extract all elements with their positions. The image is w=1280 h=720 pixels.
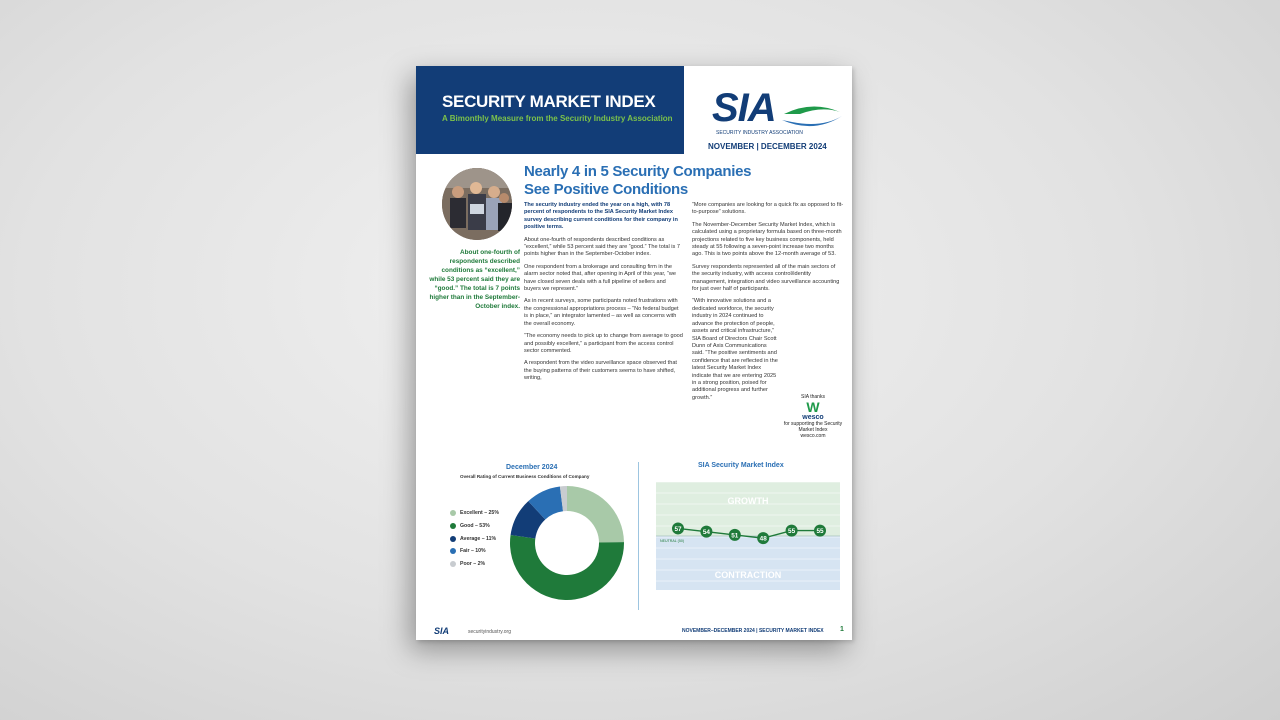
sponsor-thanks: SIA thanks <box>801 394 825 400</box>
line-chart-title: SIA Security Market Index <box>698 462 784 469</box>
index-point-label: 57 <box>674 525 682 533</box>
sponsor-box <box>780 394 846 439</box>
logo-swoosh-icon <box>782 104 844 130</box>
index-point-label: 55 <box>816 528 824 535</box>
index-point-label: 48 <box>759 535 767 543</box>
article-column-2 <box>692 202 844 407</box>
footer-logo: SIA <box>434 626 450 636</box>
article-paragraph: As in recent surveys, some participants noted frustrations with the congressional appropriations process – “No federal budget is in place,” an integrator lamented – as well as concerns with the overall economy. <box>524 298 679 327</box>
contraction-band <box>656 536 840 590</box>
article-paragraph: Survey respondents represented all of the main sectors of the security industry, with access control/identity management, integration and video surveillance accounting for just over half of participants. <box>692 263 840 293</box>
page-number: 1 <box>840 626 844 633</box>
sia-logo-tagline: SECURITY INDUSTRY ASSOCIATION <box>716 130 803 136</box>
legend-item-fair: Fair – 10% <box>450 548 499 554</box>
sia-logo <box>712 86 842 146</box>
article-paragraph: The November-December Security Market Index, which is calculated using a proprietary formula based on three-month projections related to five key business components, held steady at 55 following a seven-point increase two months ago. This is two points above the 12-month average of 53. <box>692 221 842 258</box>
article-headline: Nearly 4 in 5 Security Companies See Positive Conditions <box>524 163 752 198</box>
team-photo <box>442 168 512 240</box>
header-band <box>416 66 684 154</box>
sponsor-url: wesco.com <box>800 433 826 439</box>
article-paragraph: The security industry ended the year on a high, with 78 percent of respondents to the SIA Security Market Index survey describing current conditions for their company in positive terms. <box>524 202 678 231</box>
issue-date: NOVEMBER | DECEMBER 2024 <box>708 142 827 151</box>
legend-item-good: Good – 53% <box>450 523 499 529</box>
index-point-label: 51 <box>731 532 739 540</box>
sponsor-name: wesco <box>802 414 824 421</box>
footer-issue-text: NOVEMBER–DECEMBER 2024 | SECURITY MARKET INDEX <box>682 628 824 634</box>
chart-divider <box>638 462 639 610</box>
donut-chart <box>508 484 626 602</box>
sia-logo-text: SIA <box>712 86 776 130</box>
neutral-label: NEUTRAL (50) <box>660 539 685 543</box>
article-paragraph: A respondent from the video surveillance space observed that the buying patterns of their customers seems to have shifted, writing, <box>524 360 677 382</box>
contraction-label: CONTRACTION <box>714 570 782 580</box>
wesco-logo-icon: W <box>806 399 820 415</box>
legend-item-poor: Poor – 2% <box>450 561 499 567</box>
report-title: SECURITY MARKET INDEX <box>442 92 656 111</box>
sponsor-support-text: for supporting the Security Market Index <box>783 421 843 433</box>
article-paragraph: “The economy needs to pick up to change from average to good and possibly excellent,” a participant from the access control sector commented. <box>524 333 683 354</box>
report-subtitle: A Bimonthly Measure from the Security Industry Association <box>442 114 673 123</box>
page-footer <box>416 622 852 640</box>
article-column-1 <box>524 202 684 388</box>
donut-chart-title: December 2024 <box>506 464 558 471</box>
donut-legend <box>450 510 499 574</box>
donut-chart-subtitle: Overall Rating of Current Business Conditions of Company <box>460 474 590 479</box>
article-paragraph: “More companies are looking for a quick fix as opposed to fit-to-purpose” solutions. <box>692 202 844 216</box>
legend-item-average: Average – 11% <box>450 536 499 542</box>
sidebar-pull-quote: About one-fourth of respondents described conditions as “excellent,” while 53 percent said they are “good.” The total is 7 points higher than in the September-October index. <box>429 249 520 310</box>
line-chart <box>656 478 840 600</box>
report-page <box>416 66 852 640</box>
index-point-label: 55 <box>788 528 796 535</box>
donut-slice-excellent <box>567 486 624 543</box>
footer-url-link[interactable]: securityindustry.org <box>468 629 511 635</box>
growth-label: GROWTH <box>727 496 769 506</box>
donut-slice-good <box>510 535 624 600</box>
legend-item-excellent: Excellent – 25% <box>450 510 499 516</box>
article-paragraph: About one-fourth of respondents described conditions as “excellent,” while 53 percent said they are “good.” The total is 7 points higher than in the September-October index. <box>524 236 680 258</box>
index-point-label: 54 <box>702 529 710 537</box>
article-paragraph: “With innovative solutions and a dedicated workforce, the security industry in 2024 continued to advance the protection of people, assets and critical infrastructure,” SIA Board of Directors Chair Scott Dunn of Axis Communications said. “The positive sentiments and confidence that are reflected in the latest Security Market Index indicate that we are entering 2025 in a strong position, poised for additional progress and further growth.” <box>692 298 778 401</box>
article-paragraph: One respondent from a brokerage and consulting firm in the alarm sector noted that, after opening in April of this year, “we have closed seven deals with a full pipeline of sellers and buyers we represent.” <box>524 263 677 293</box>
